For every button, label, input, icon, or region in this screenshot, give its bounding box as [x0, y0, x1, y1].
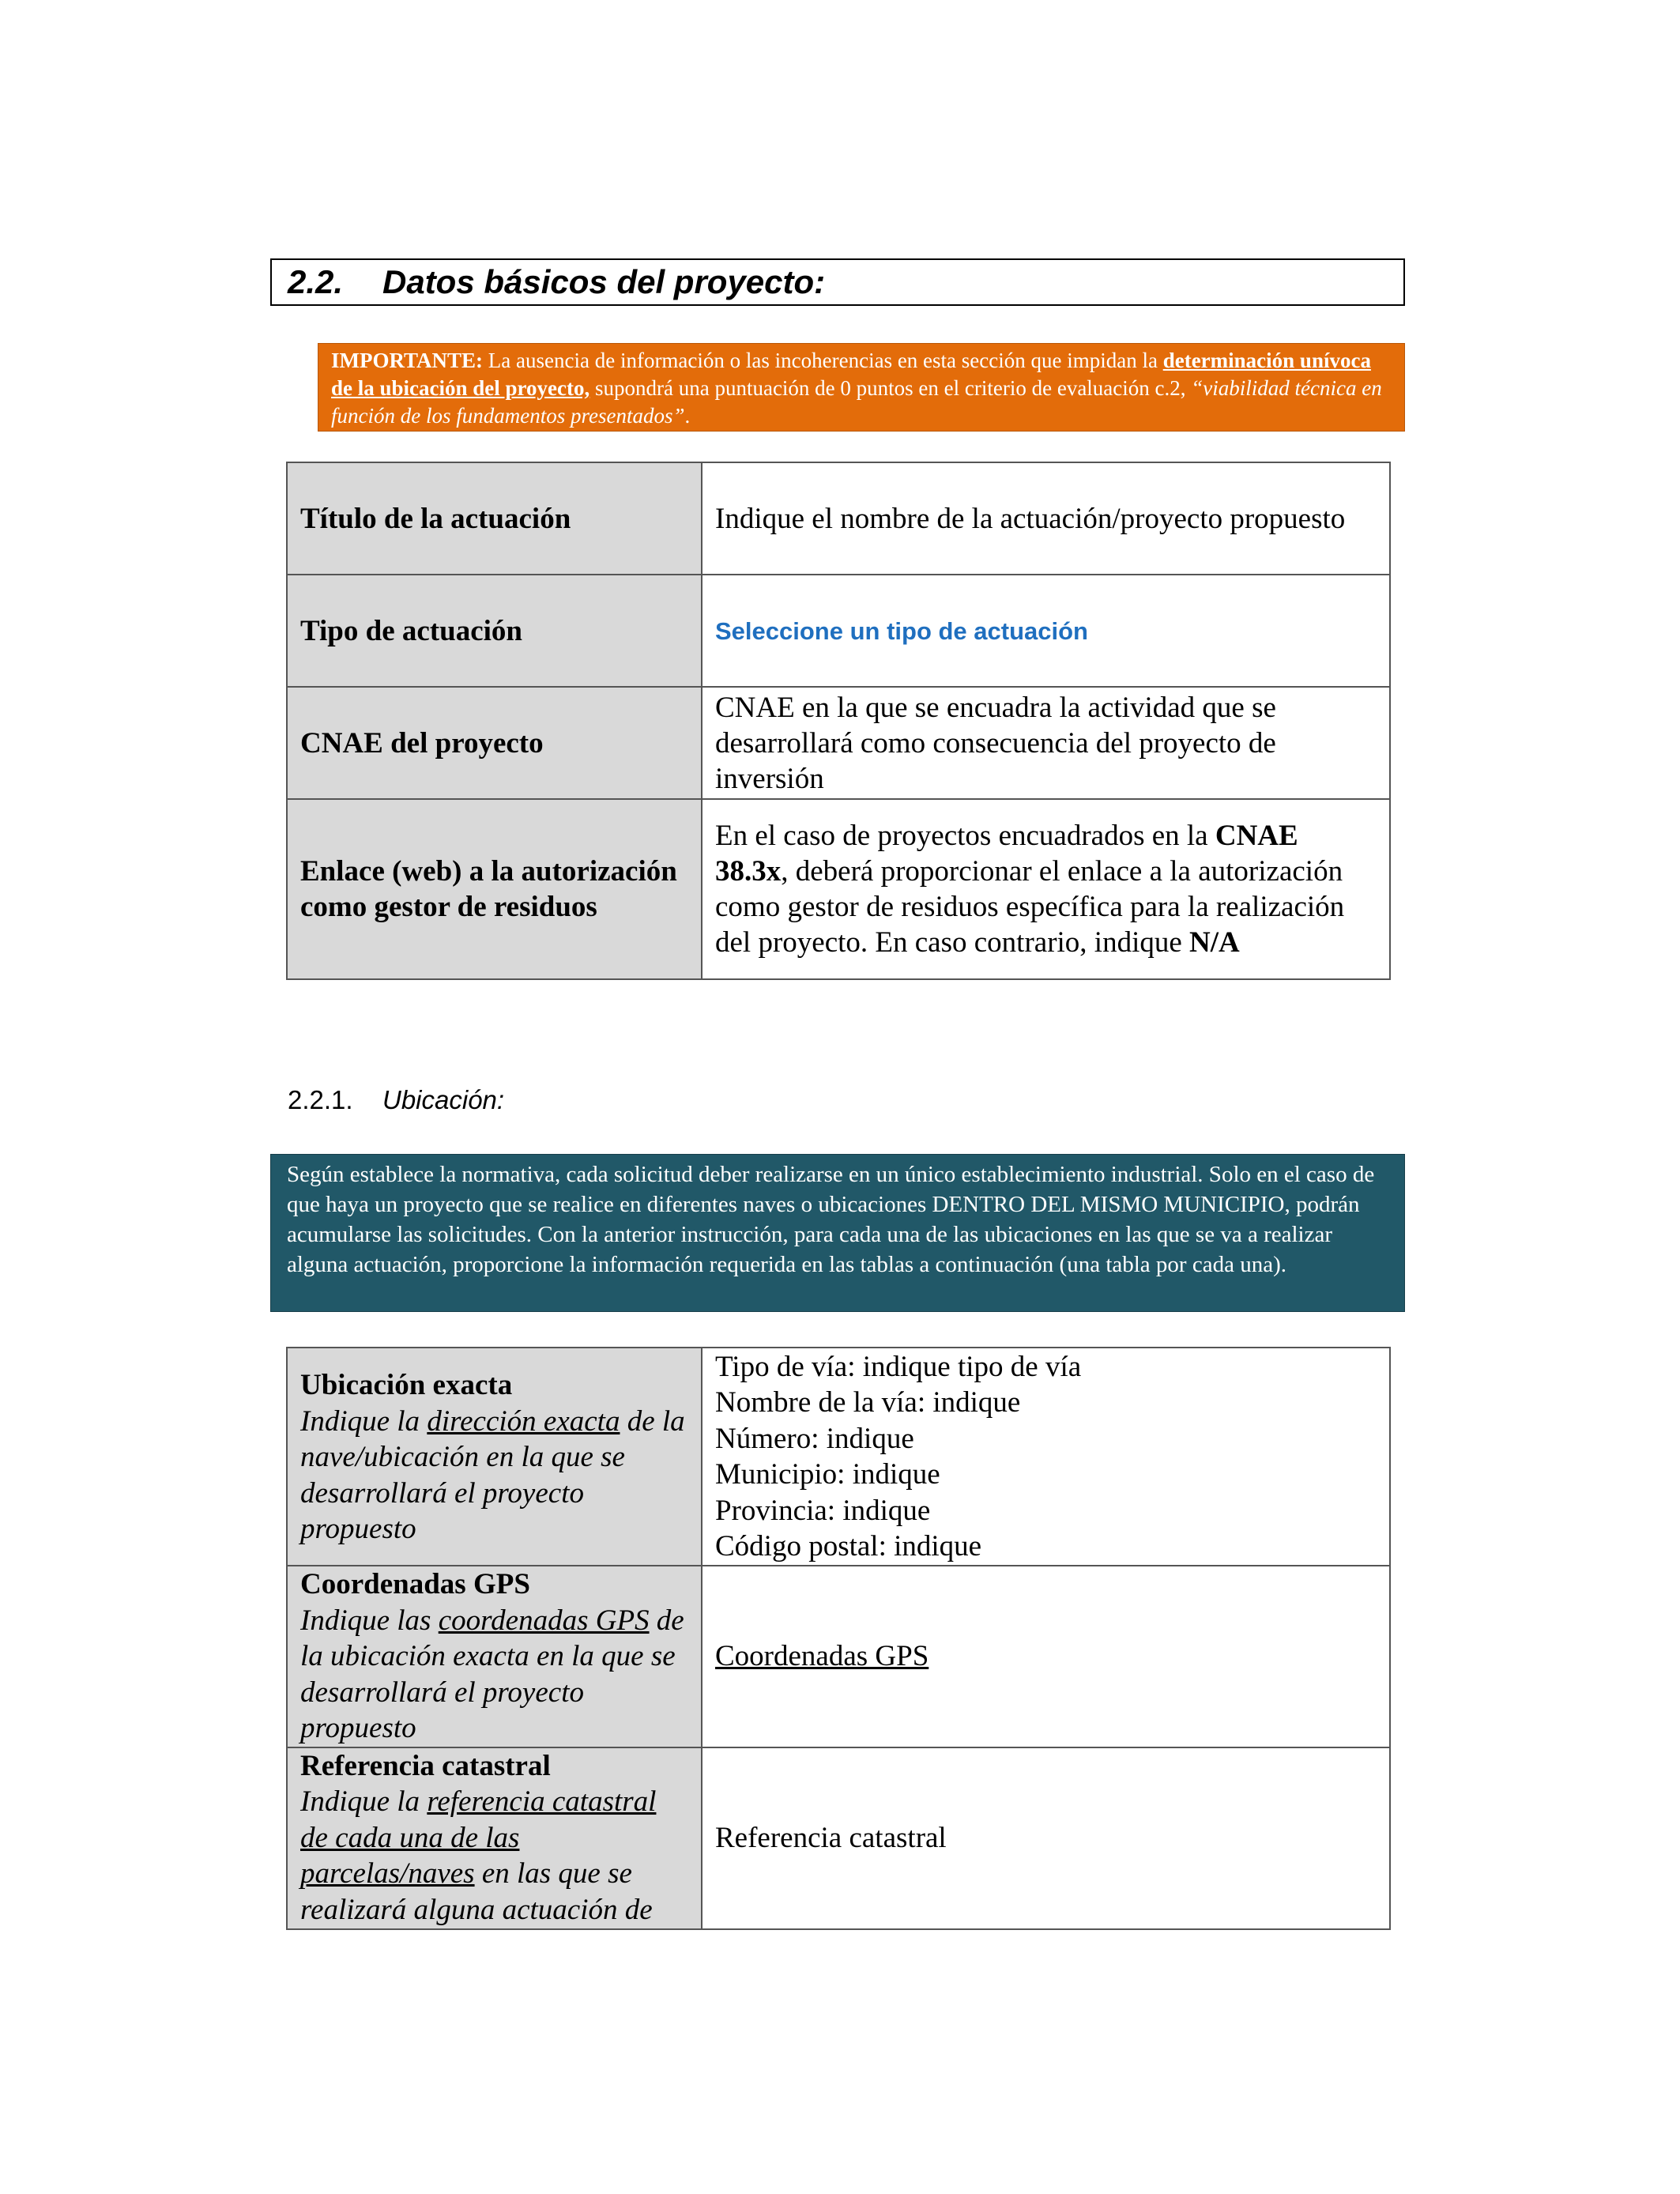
titulo-label: Título de la actuación: [287, 462, 702, 575]
address-line-codigo-postal: Código postal: indique: [715, 1530, 982, 1563]
important-notice: [318, 343, 1405, 432]
ref-title: Referencia catastral: [300, 1749, 551, 1782]
address-line-numero: Número: indique: [715, 1422, 914, 1455]
cnae-label: CNAE del proyecto: [287, 687, 702, 799]
subsection-title: Ubicación:: [382, 1085, 505, 1114]
address-line-nombre: Nombre de la vía: indique: [715, 1386, 1021, 1419]
ubicacion-desc-2: de la nave/ubicación en la que se desarrollará el proyecto propuesto: [300, 1404, 685, 1545]
address-line-municipio: Municipio: indique: [715, 1458, 940, 1491]
subsection-heading: [288, 1085, 504, 1115]
ref-desc-underlined: referencia catastral de cada una de las parcelas/naves: [300, 1785, 657, 1890]
ref-value-field[interactable]: Referencia catastral: [702, 1747, 1390, 1929]
gps-desc: [300, 1603, 688, 1747]
section-title: Datos básicos del proyecto:: [382, 263, 826, 300]
ref-desc-2: en las que se realizará alguna actuación de: [300, 1857, 653, 1926]
important-end: .: [684, 404, 691, 428]
important-text-2: supondrá una puntuación de 0 puntos en el criterio de evaluación c.2,: [590, 376, 1192, 400]
titulo-value-field[interactable]: Indique el nombre de la actuación/proyecto propuesto: [702, 462, 1390, 575]
important-label: IMPORTANTE:: [331, 349, 484, 372]
section-heading: [270, 258, 1405, 306]
ref-desc-1: Indique la: [300, 1785, 428, 1818]
ubicacion-desc-underlined: dirección exacta: [427, 1404, 620, 1438]
enlace-bold-2: N/A: [1189, 926, 1240, 959]
ubicacion-label-cell: [287, 1348, 702, 1566]
table-row: [287, 575, 1390, 687]
tipo-dropdown[interactable]: Seleccione un tipo de actuación: [715, 617, 1088, 645]
table-row: [287, 799, 1390, 979]
ubicacion-title: Ubicación exacta: [300, 1369, 513, 1401]
subsection-number: 2.2.1.: [288, 1085, 353, 1114]
section-number: 2.2.: [288, 263, 344, 300]
table-row: [287, 1566, 1390, 1747]
table-row: [287, 1348, 1390, 1566]
gps-desc-underlined: coordenadas GPS: [438, 1604, 650, 1637]
location-table: [286, 1347, 1391, 1930]
ref-desc: [300, 1784, 688, 1928]
table-row: [287, 687, 1390, 799]
address-line-tipo: Tipo de vía: indique tipo de vía: [715, 1350, 1082, 1383]
important-text-1: La ausencia de información o las incoherencias en esta sección que impidan la: [483, 349, 1163, 372]
location-notice: Según establece la normativa, cada solicitud deber realizarse en un único establecimiento industrial. Solo en el caso de que haya un proyecto que se realice en diferentes naves o ubicaciones DENTRO DEL MISMO MUNICIPIO, podrán acumularse las solicitudes. Con la anterior instrucción, para cada una de las ubicaciones en las que se va a realizar alguna actuación, proporcione la información requerida en las tablas a continuación (una tabla por cada una).: [270, 1154, 1405, 1312]
project-data-table: [286, 462, 1391, 980]
cnae-value-field[interactable]: CNAE en la que se encuadra la actividad que se desarrollará como consecuencia del proyecto de inversión: [702, 687, 1390, 799]
enlace-text-1: En el caso de proyectos encuadrados en la: [715, 820, 1215, 852]
tipo-label: Tipo de actuación: [287, 575, 702, 687]
enlace-text-2: , deberá proporcionar el enlace a la autorización como gestor de residuos específica para la realización del proyecto. En caso contrario, indique: [715, 855, 1345, 959]
table-row: [287, 1747, 1390, 1929]
enlace-label: Enlace (web) a la autorización como gestor de residuos: [287, 799, 702, 979]
gps-desc-1: Indique las: [300, 1604, 439, 1637]
enlace-value-field[interactable]: [702, 799, 1390, 979]
important-italic: “viabilidad técnica en función de los fundamentos presentados”: [331, 376, 1382, 428]
ref-label-cell: [287, 1747, 702, 1929]
gps-desc-2: de la ubicación exacta en la que se desarrollará el proyecto propuesto: [300, 1604, 684, 1744]
address-value-field[interactable]: [702, 1348, 1390, 1566]
gps-title: Coordenadas GPS: [300, 1568, 530, 1600]
table-row: [287, 462, 1390, 575]
ubicacion-desc: [300, 1404, 688, 1547]
important-underlined: determinación unívoca de la ubicación del proyecto,: [331, 349, 1371, 400]
ubicacion-desc-1: Indique la: [300, 1404, 428, 1438]
address-line-provincia: Provincia: indique: [715, 1494, 931, 1527]
tipo-dropdown-cell[interactable]: [702, 575, 1390, 687]
gps-value: Coordenadas GPS: [715, 1640, 929, 1672]
gps-value-field[interactable]: [702, 1566, 1390, 1747]
enlace-bold-1: CNAE 38.3x: [715, 820, 1298, 888]
gps-label-cell: [287, 1566, 702, 1747]
